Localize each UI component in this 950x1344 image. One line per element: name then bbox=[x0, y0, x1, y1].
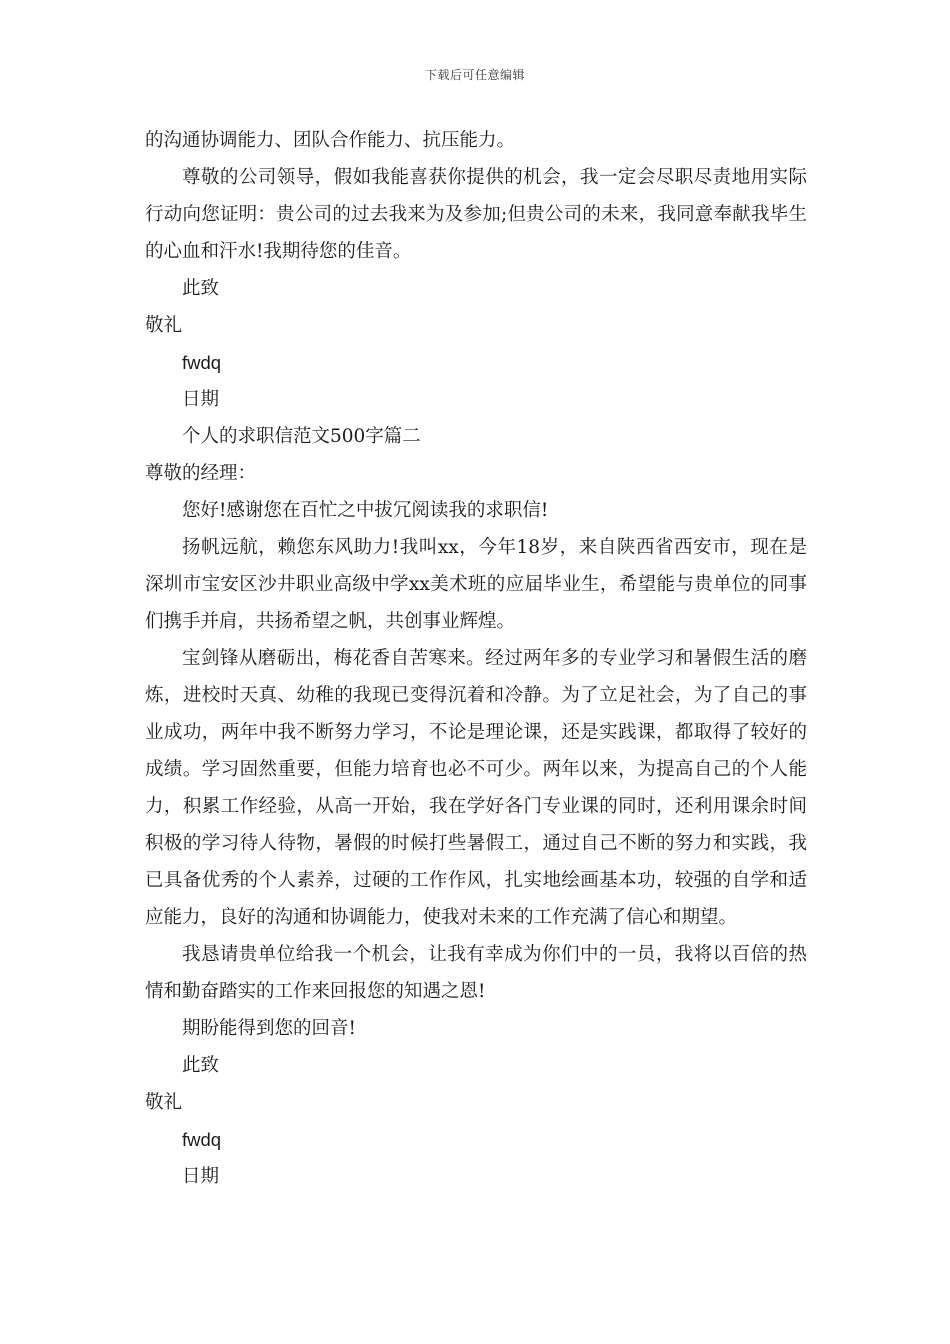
paragraph-1: 的沟通协调能力、团队合作能力、抗压能力。 bbox=[145, 130, 516, 151]
document-body bbox=[145, 122, 807, 1195]
closing-regards-2: 敬礼 bbox=[145, 1092, 183, 1113]
closing-salutation-2: 此致 bbox=[182, 1055, 220, 1076]
section-title: 个人的求职信范文500字篇二 bbox=[182, 426, 421, 447]
signature-2: fwdq bbox=[182, 1129, 222, 1150]
paragraph-2: 尊敬的公司领导，假如我能喜获你提供的机会，我一定会尽职尽责地用实际行动向您证明：贵公司的过去我来为及参加;但贵公司的未来，我同意奉献我毕生的心血和汗水!我期待您的佳音。 bbox=[145, 167, 807, 262]
paragraph-experience: 宝剑锋从磨砺出，梅花香自苦寒来。经过两年多的专业学习和暑假生活的磨炼，进校时天真、幼稚的我现已变得沉着和冷静。为了立足社会，为了自己的事业成功，两年中我不断努力学习，不论是理论课，还是实践课，都取得了较好的成绩。学习固然重要，但能力培育也必不可少。两年以来，为提高自己的个人能力，积累工作经验，从高一开始，我在学好各门专业课的同时，还利用课余时间积极的学习待人待物，暑假的时候打些暑假工，通过自己不断的努力和实践，我已具备优秀的个人素养，过硬的工作作风，扎实地绘画基本功，较强的自学和适应能力，良好的沟通和协调能力，使我对未来的工作充满了信心和期望。 bbox=[145, 648, 807, 928]
page-header: 下载后可任意编辑 bbox=[424, 68, 525, 82]
closing-regards: 敬礼 bbox=[145, 315, 183, 336]
closing-salutation: 此致 bbox=[182, 278, 220, 299]
paragraph-self-intro: 扬帆远航，赖您东风助力!我叫xx，今年18岁，来自陕西省西安市，现在是深圳市宝安区沙井职业高级中学xx美术班的应届毕业生，希望能与贵单位的同事们携手并肩，共扬希望之帆，共创事业辉煌。 bbox=[145, 537, 807, 632]
greeting: 尊敬的经理： bbox=[145, 463, 257, 484]
paragraph-intro: 您好!感谢您在百忙之中拔冗阅读我的求职信! bbox=[182, 500, 549, 521]
paragraph-hope: 期盼能得到您的回音! bbox=[182, 1018, 356, 1039]
signature: fwdq bbox=[182, 352, 222, 373]
date-line-2: 日期 bbox=[182, 1166, 220, 1187]
date-line: 日期 bbox=[182, 389, 220, 410]
paragraph-request: 我恳请贵单位给我一个机会，让我有幸成为你们中的一员，我将以百倍的热情和勤奋踏实的工作来回报您的知遇之恩! bbox=[145, 944, 807, 1002]
